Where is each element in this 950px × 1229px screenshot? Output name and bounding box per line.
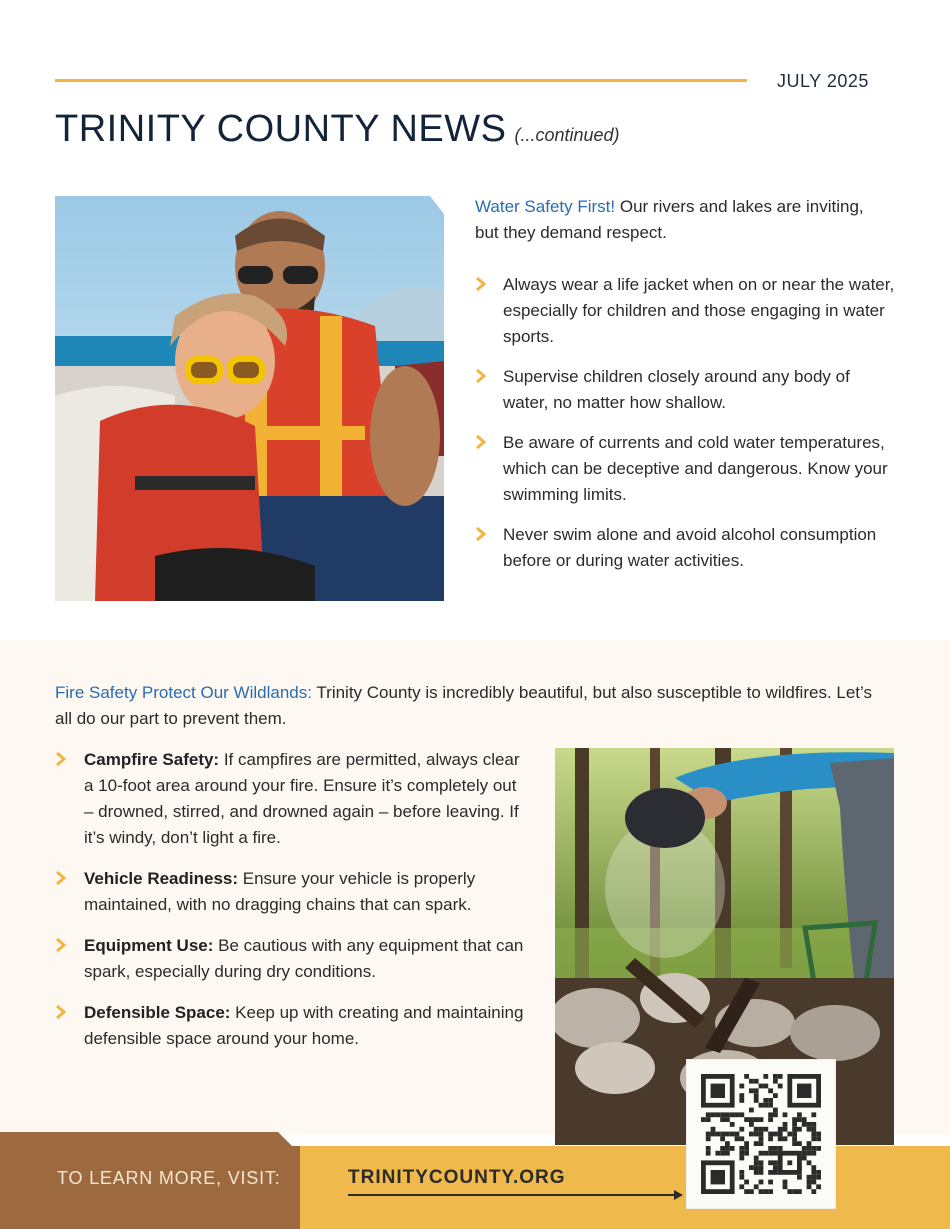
- list-item-text: Always wear a life jacket when on or near the water, especially for children and those engaging in water sports.: [503, 275, 895, 346]
- chevron-right-icon: [55, 1005, 67, 1019]
- water-safety-intro-text: Our rivers and lakes are inviting, but they demand respect.: [475, 197, 864, 242]
- list-item-text: If campfires are permitted, always clear a 10-foot area around your fire. Ensure it’s completely out – drowned, stirred, and drowned again – before leaving. If it’s windy, don’t light a fire.: [84, 750, 520, 847]
- page-title-suffix: (...continued): [514, 125, 620, 145]
- list-item: [475, 272, 895, 350]
- list-item: [475, 364, 895, 416]
- list-item-term: Defensible Space:: [84, 1003, 231, 1022]
- list-item-text: Keep up with creating and maintaining defensible space around your home.: [84, 1003, 524, 1048]
- list-item-text: Be aware of currents and cold water temperatures, which can be deceptive and dangerous. Know your swimming limits.: [503, 433, 888, 504]
- water-safety-list: [475, 272, 895, 588]
- water-safety-intro: [475, 194, 885, 246]
- list-item: [55, 1000, 525, 1052]
- fire-safety-intro-text: Trinity County is incredibly beautiful, but also susceptible to wildfires. Let’s all do our part to prevent them.: [55, 683, 872, 728]
- footer-website-link[interactable]: TRINITYCOUNTY.ORG: [348, 1167, 566, 1188]
- qr-code[interactable]: [687, 1060, 835, 1208]
- list-item: [475, 430, 895, 508]
- chevron-right-icon: [475, 435, 487, 449]
- chevron-right-icon: [55, 938, 67, 952]
- list-item-term: Vehicle Readiness:: [84, 869, 239, 888]
- list-item-term: Campfire Safety:: [84, 750, 220, 769]
- water-safety-photo: [55, 196, 444, 601]
- chevron-right-icon: [475, 527, 487, 541]
- qr-code-graphic: [701, 1074, 821, 1194]
- list-item-text: Never swim alone and avoid alcohol consumption before or during water activities.: [503, 525, 877, 570]
- page-title: [55, 108, 620, 151]
- fire-safety-heading: Fire Safety Protect Our Wildlands:: [55, 683, 312, 702]
- list-item: [55, 866, 525, 918]
- fire-safety-list: [55, 747, 525, 1067]
- header-rule: [55, 79, 747, 82]
- list-item-text: Be cautious with any equipment that can spark, especially during dry conditions.: [84, 936, 524, 981]
- chevron-right-icon: [55, 871, 67, 885]
- footer-label: TO LEARN MORE, VISIT:: [57, 1168, 281, 1188]
- list-item-text: Supervise children closely around any body of water, no matter how shallow.: [503, 367, 850, 412]
- issue-date: JULY 2025: [777, 71, 869, 91]
- page-title-text: TRINITY COUNTY NEWS: [55, 108, 507, 150]
- list-item-text: Ensure your vehicle is properly maintained, with no dragging chains that can spark.: [84, 869, 476, 914]
- chevron-right-icon: [475, 277, 487, 291]
- chevron-right-icon: [55, 752, 67, 766]
- water-safety-heading: Water Safety First!: [475, 197, 616, 216]
- fire-safety-intro: [55, 680, 875, 732]
- list-item-term: Equipment Use:: [84, 936, 214, 955]
- arrow-right-icon: [348, 1190, 683, 1200]
- list-item: [475, 522, 895, 574]
- list-item: [55, 933, 525, 985]
- chevron-right-icon: [475, 369, 487, 383]
- list-item: [55, 747, 525, 851]
